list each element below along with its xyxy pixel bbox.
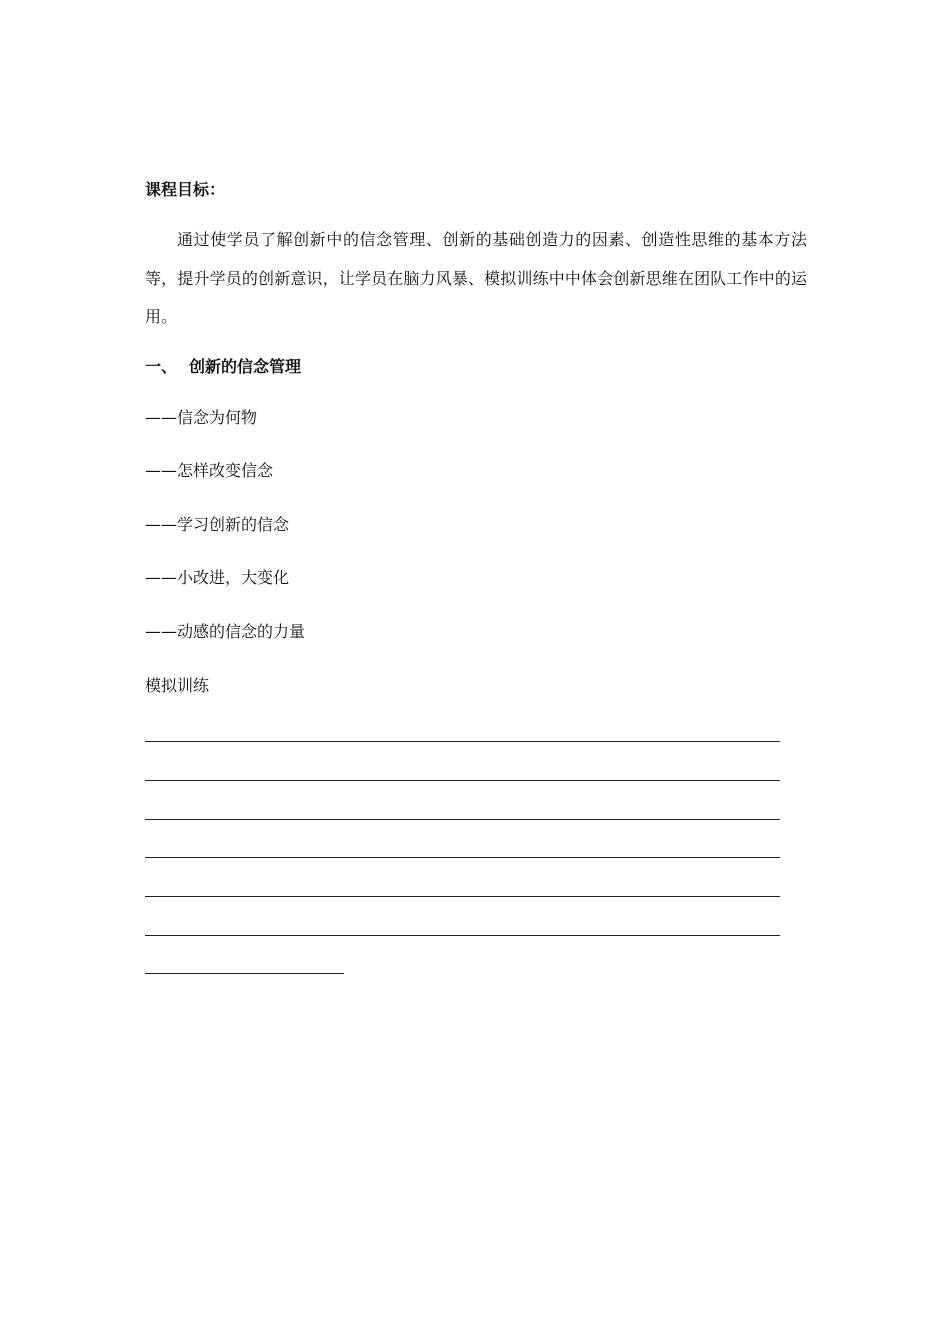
answer-line bbox=[145, 819, 780, 820]
list-item: ——信念为何物 bbox=[145, 408, 258, 427]
section-title: 创新的信念管理 bbox=[189, 357, 302, 376]
answer-line bbox=[145, 896, 780, 897]
section-number: 一、 bbox=[145, 357, 178, 376]
answer-line bbox=[145, 857, 780, 858]
list-item: ——动感的信念的力量 bbox=[145, 622, 306, 641]
section-heading bbox=[145, 356, 301, 378]
objective-heading: 课程目标： bbox=[145, 180, 226, 199]
practice-label: 模拟训练 bbox=[145, 676, 210, 695]
answer-line bbox=[145, 935, 780, 936]
objective-paragraph: 通过使学员了解创新中的信念管理、创新的基础创造力的因素、创造性思维的基本方法等，提升学员的创新意识，让学员在脑力风暴、模拟训练中中体会创新思维在团队工作中的运用。 bbox=[145, 230, 807, 326]
answer-line bbox=[145, 973, 344, 974]
list-item: ——小改进，大变化 bbox=[145, 568, 290, 587]
list-item: ——学习创新的信念 bbox=[145, 515, 290, 534]
answer-line bbox=[145, 741, 780, 742]
list-item: ——怎样改变信念 bbox=[145, 461, 274, 480]
answer-line bbox=[145, 780, 780, 781]
